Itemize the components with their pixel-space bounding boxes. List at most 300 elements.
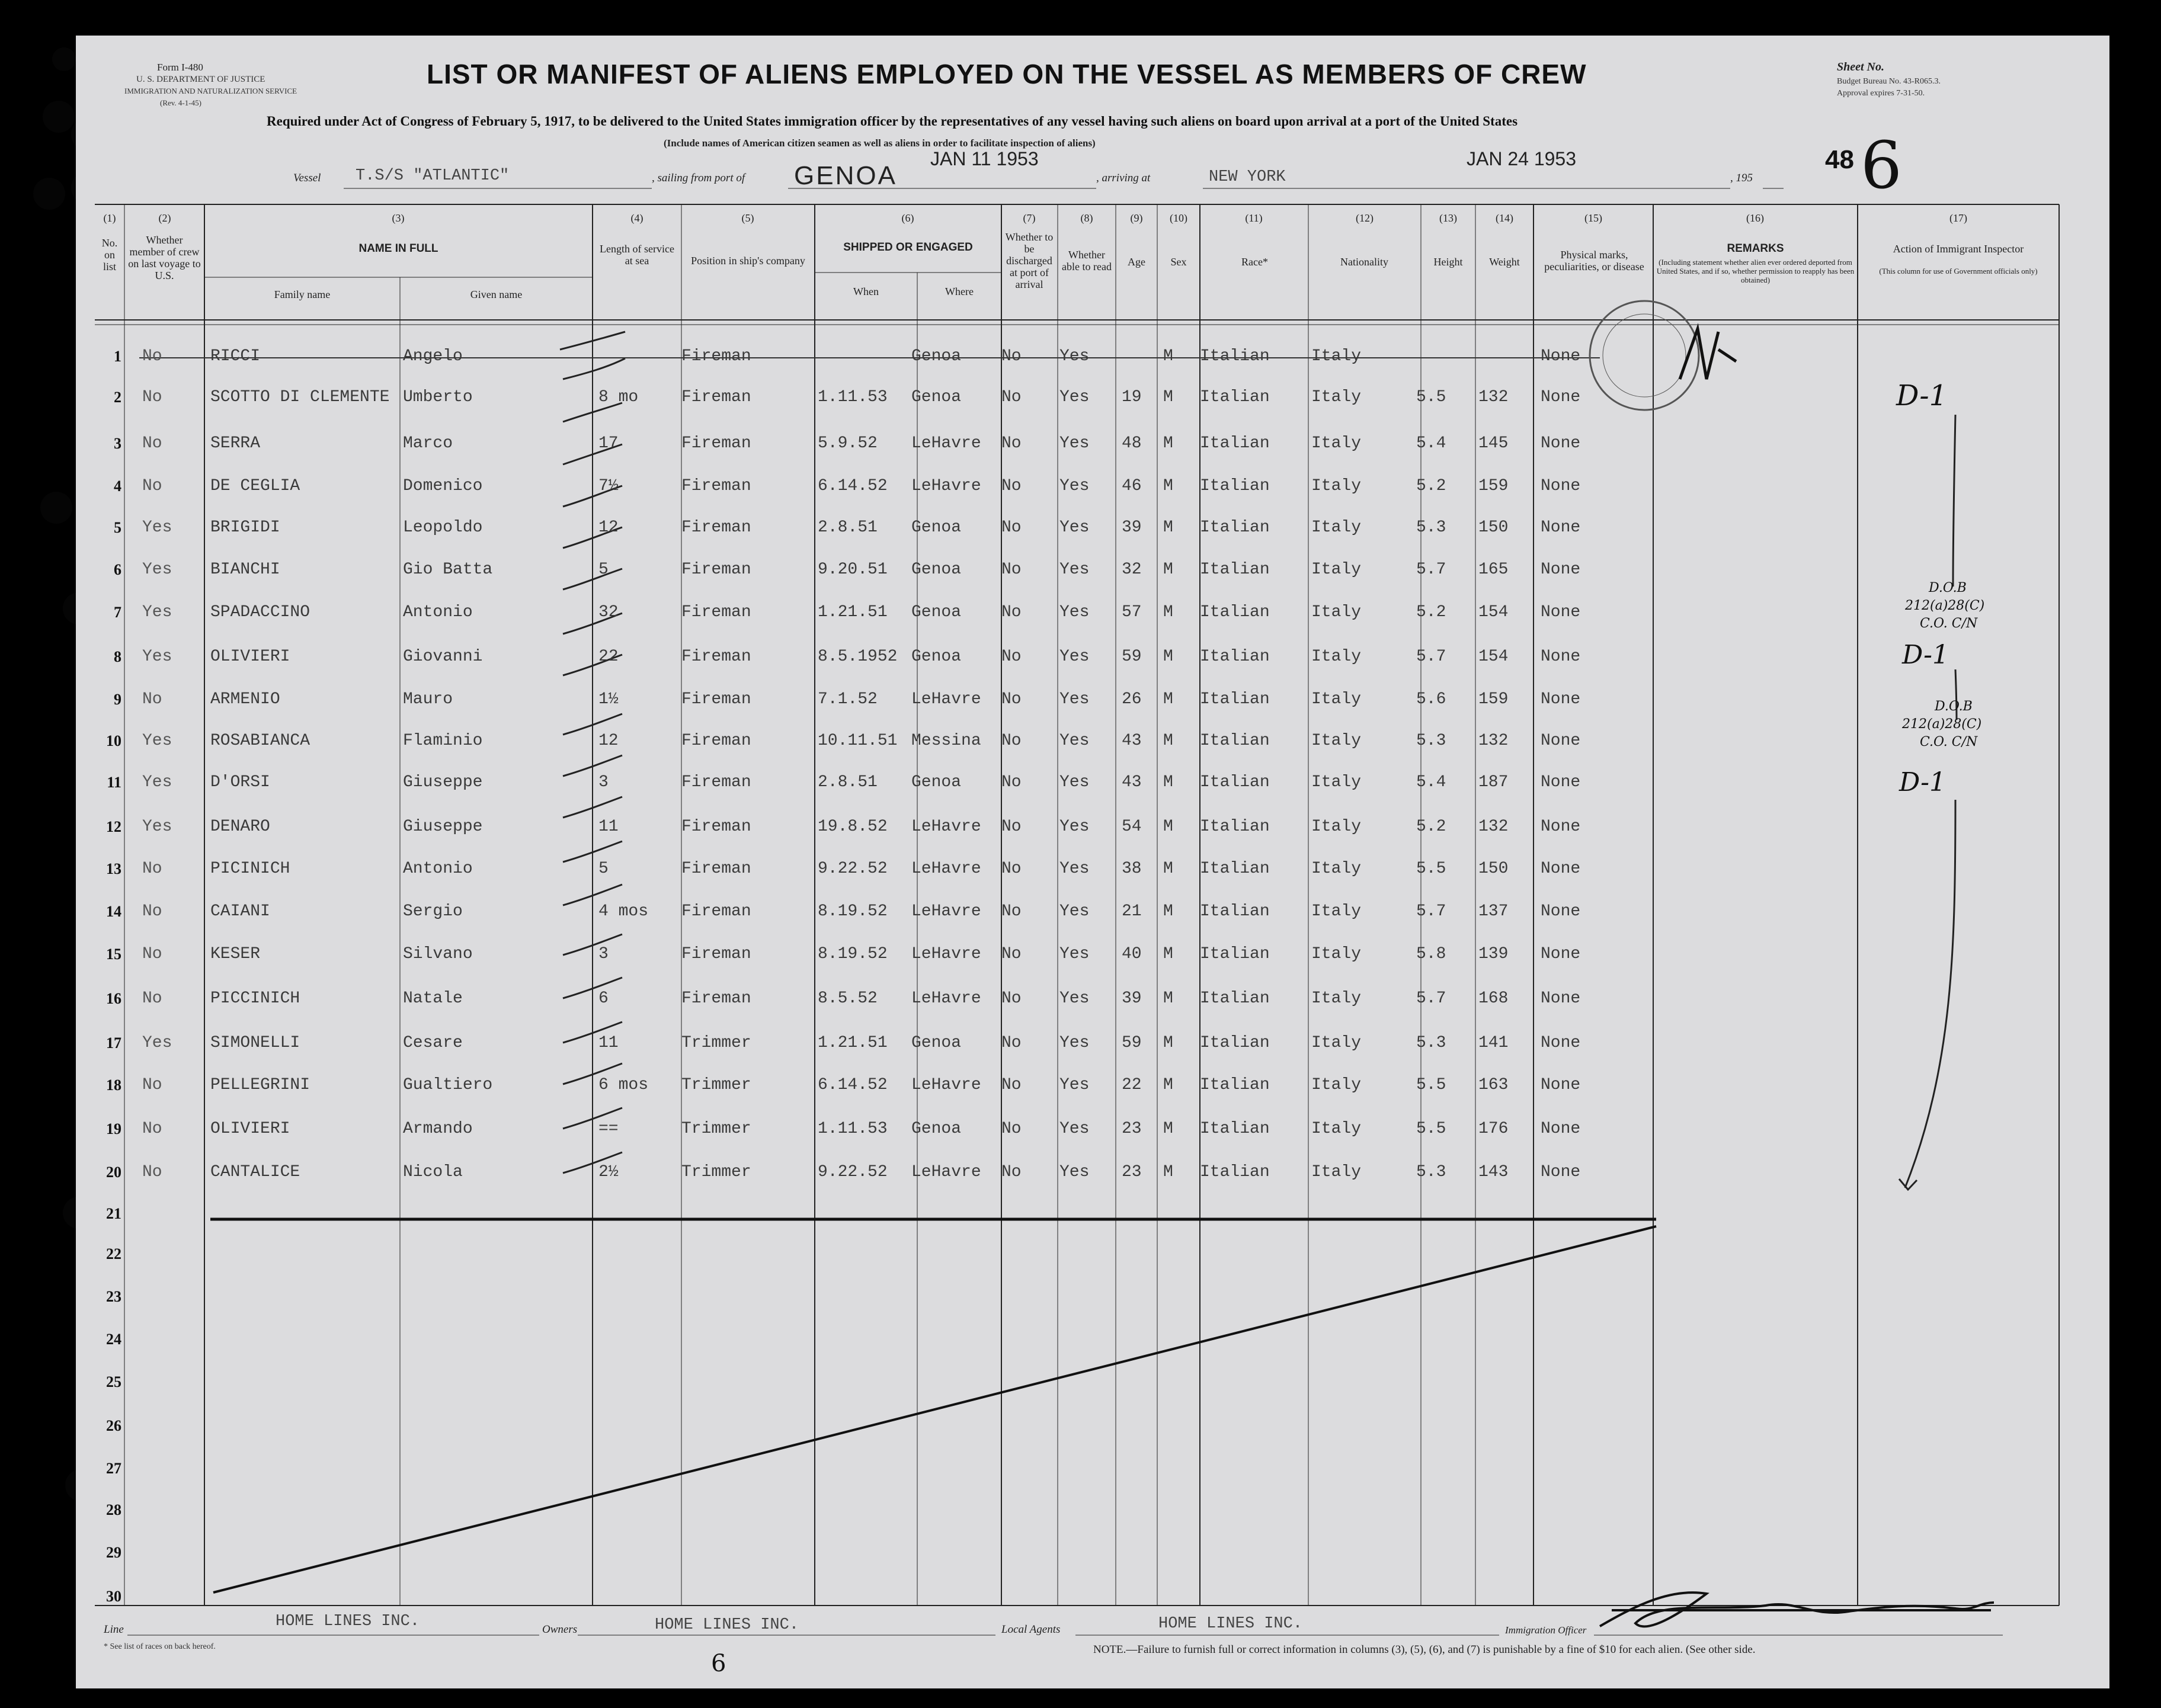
cell-prev: Yes xyxy=(142,648,172,666)
owners-label: Owners xyxy=(542,1623,578,1636)
cell-read: Yes xyxy=(1059,1120,1090,1138)
cell-family: BRIGIDI xyxy=(210,518,280,537)
cell-where: LeHavre xyxy=(911,477,981,495)
cell-nat: Italy xyxy=(1311,1076,1362,1094)
cell-where: Genoa xyxy=(911,648,962,666)
cell-marks: None xyxy=(1541,1034,1581,1052)
row-number: 3 xyxy=(114,435,121,452)
cell-read: Yes xyxy=(1059,732,1090,750)
arriving-label: , arriving at xyxy=(1096,172,1151,184)
cell-age: 19 xyxy=(1122,388,1142,406)
cell-prev: No xyxy=(142,434,162,453)
cell-when: 10.11.51 xyxy=(818,732,898,750)
cell-position: Fireman xyxy=(681,648,751,666)
column-number: (4) xyxy=(630,212,644,224)
cell-read: Yes xyxy=(1059,388,1090,406)
subtitle-note: (Include names of American citizen seamen as well as aliens in order to facilitate inspection of aliens) xyxy=(664,137,1096,149)
cell-height: 5.4 xyxy=(1416,773,1446,791)
cell-marks: None xyxy=(1541,518,1581,537)
cell-age: 57 xyxy=(1122,603,1142,621)
cell-when: 6.14.52 xyxy=(818,1076,888,1094)
cell-marks: None xyxy=(1541,648,1581,666)
cell-where: LeHavre xyxy=(911,860,981,878)
cell-disch: No xyxy=(1001,388,1022,406)
cell-prev: No xyxy=(142,902,162,921)
cell-service: == xyxy=(598,1120,619,1138)
cell-height: 5.7 xyxy=(1416,648,1446,666)
cell-weight: 187 xyxy=(1478,773,1509,791)
column-number: (11) xyxy=(1245,212,1263,224)
cell-given: Umberto xyxy=(403,388,473,406)
column-number: (12) xyxy=(1356,212,1374,224)
cell-weight: 143 xyxy=(1478,1163,1509,1181)
cell-race: Italian xyxy=(1200,945,1270,963)
cell-weight: 150 xyxy=(1478,518,1509,537)
cell-position: Trimmer xyxy=(681,1120,751,1138)
cell-sex: M xyxy=(1163,1163,1173,1181)
cell-disch: No xyxy=(1001,560,1022,579)
cell-when: 9.22.52 xyxy=(818,1163,888,1181)
row-number: 1 xyxy=(114,348,121,365)
penalty-note: NOTE.—Failure to furnish full or correct information in columns (3), (5), (6), and (7) is punishable by a fine of $10 for each alien. (See other side. xyxy=(1093,1643,1756,1656)
cell-family: CAIANI xyxy=(210,902,270,921)
row-number: 29 xyxy=(106,1544,121,1561)
cell-race: Italian xyxy=(1200,603,1270,621)
cell-disch: No xyxy=(1001,773,1022,791)
cell-sex: M xyxy=(1163,818,1173,836)
cell-height: 5.5 xyxy=(1416,1120,1446,1138)
cell-position: Fireman xyxy=(681,477,751,495)
cell-when: 6.14.52 xyxy=(818,477,888,495)
cell-family: SPADACCINO xyxy=(210,603,310,621)
cell-position: Fireman xyxy=(681,347,751,366)
cell-prev: No xyxy=(142,1163,162,1181)
cell-when: 8.5.52 xyxy=(818,989,878,1008)
cell-when: 2.8.51 xyxy=(818,773,878,791)
cell-disch: No xyxy=(1001,347,1022,366)
cell-service: 12 xyxy=(598,518,619,537)
cell-given: Nicola xyxy=(403,1163,463,1181)
subheader-family-name: Family name xyxy=(274,289,331,300)
column-header: SHIPPED OR ENGAGED xyxy=(843,241,973,254)
row-number: 27 xyxy=(106,1460,121,1477)
row-number: 12 xyxy=(106,818,121,835)
cell-prev: Yes xyxy=(142,560,172,579)
cell-sex: M xyxy=(1163,560,1173,579)
cell-when: 8.19.52 xyxy=(818,945,888,963)
row-number: 9 xyxy=(114,691,121,708)
cell-marks: None xyxy=(1541,477,1581,495)
cell-prev: Yes xyxy=(142,818,172,836)
cell-height: 5.7 xyxy=(1416,560,1446,579)
cell-nat: Italy xyxy=(1311,434,1362,453)
column-header: Sex xyxy=(1170,256,1187,268)
cell-age: 54 xyxy=(1122,818,1142,836)
cell-age: 43 xyxy=(1122,732,1142,750)
cell-given: Giuseppe xyxy=(403,818,483,836)
cell-position: Fireman xyxy=(681,603,751,621)
inspector-note: D.O.B xyxy=(1935,699,1973,714)
cell-height: 5.5 xyxy=(1416,388,1446,406)
cell-family: RICCI xyxy=(210,347,261,366)
cell-height: 5.5 xyxy=(1416,1076,1446,1094)
cell-race: Italian xyxy=(1200,1076,1270,1094)
cell-given: Antonio xyxy=(403,603,473,621)
cell-family: ARMENIO xyxy=(210,690,280,709)
cell-age: 23 xyxy=(1122,1120,1142,1138)
cell-weight: 150 xyxy=(1478,860,1509,878)
cell-disch: No xyxy=(1001,902,1022,921)
row-number: 5 xyxy=(114,519,121,536)
column-number: (5) xyxy=(741,212,754,224)
row-number: 28 xyxy=(106,1501,121,1518)
cell-nat: Italy xyxy=(1311,1120,1362,1138)
cell-where: Genoa xyxy=(911,388,962,406)
cell-disch: No xyxy=(1001,860,1022,878)
cell-nat: Italy xyxy=(1311,648,1362,666)
cell-sex: M xyxy=(1163,1034,1173,1052)
cell-when: 1.11.53 xyxy=(818,388,888,406)
cell-service: 11 xyxy=(598,1034,619,1052)
cell-position: Trimmer xyxy=(681,1034,751,1052)
cell-sex: M xyxy=(1163,518,1173,537)
cell-sex: M xyxy=(1163,773,1173,791)
cell-read: Yes xyxy=(1059,648,1090,666)
column-number: (16) xyxy=(1746,212,1764,224)
cell-given: Domenico xyxy=(403,477,483,495)
cell-given: Cesare xyxy=(403,1034,463,1052)
cell-family: PICINICH xyxy=(210,860,290,878)
cell-marks: None xyxy=(1541,690,1581,709)
cell-nat: Italy xyxy=(1311,818,1362,836)
column-number: (8) xyxy=(1080,212,1093,224)
row-number: 25 xyxy=(106,1373,121,1390)
cell-given: Armando xyxy=(403,1120,473,1138)
cell-sex: M xyxy=(1163,860,1173,878)
cell-where: LeHavre xyxy=(911,902,981,921)
cell-position: Fireman xyxy=(681,902,751,921)
department-label: U. S. DEPARTMENT OF JUSTICE xyxy=(136,75,265,84)
cell-given: Leopoldo xyxy=(403,518,483,537)
cell-where: Genoa xyxy=(911,773,962,791)
cell-read: Yes xyxy=(1059,1076,1090,1094)
cell-marks: None xyxy=(1541,560,1581,579)
cell-height: 5.7 xyxy=(1416,902,1446,921)
cell-when: 8.5.1952 xyxy=(818,648,898,666)
cell-sex: M xyxy=(1163,434,1173,453)
cell-service: 17 xyxy=(598,434,619,453)
cell-sex: M xyxy=(1163,1076,1173,1094)
cell-read: Yes xyxy=(1059,434,1090,453)
line-value: HOME LINES INC. xyxy=(276,1613,420,1630)
cell-prev: Yes xyxy=(142,518,172,537)
row-number: 24 xyxy=(106,1331,121,1348)
cell-height: 5.3 xyxy=(1416,1034,1446,1052)
cell-weight: 159 xyxy=(1478,477,1509,495)
cell-when: 9.22.52 xyxy=(818,860,888,878)
cell-race: Italian xyxy=(1200,989,1270,1008)
row-number: 8 xyxy=(114,648,121,665)
cell-weight: 168 xyxy=(1478,989,1509,1008)
cell-race: Italian xyxy=(1200,388,1270,406)
cell-height: 5.2 xyxy=(1416,477,1446,495)
cell-race: Italian xyxy=(1200,818,1270,836)
cell-position: Fireman xyxy=(681,989,751,1008)
row-number: 20 xyxy=(106,1164,121,1181)
cell-given: Natale xyxy=(403,989,463,1008)
cell-race: Italian xyxy=(1200,560,1270,579)
cell-weight: 163 xyxy=(1478,1076,1509,1094)
cell-weight: 159 xyxy=(1478,690,1509,709)
cell-race: Italian xyxy=(1200,1120,1270,1138)
races-note: * See list of races on back hereof. xyxy=(104,1642,216,1651)
row-number: 18 xyxy=(106,1076,121,1094)
column-header: Length of service at sea xyxy=(600,243,674,267)
column-header: Nationality xyxy=(1340,256,1388,268)
cell-nat: Italy xyxy=(1311,388,1362,406)
officer-label: Immigration Officer xyxy=(1505,1624,1587,1636)
cell-where: Messina xyxy=(911,732,981,750)
row-number: 15 xyxy=(106,946,121,963)
cell-position: Fireman xyxy=(681,818,751,836)
cell-read: Yes xyxy=(1059,773,1090,791)
cell-sex: M xyxy=(1163,477,1173,495)
cell-disch: No xyxy=(1001,818,1022,836)
cell-disch: No xyxy=(1001,1163,1022,1181)
cell-disch: No xyxy=(1001,989,1022,1008)
cell-marks: None xyxy=(1541,388,1581,406)
cell-read: Yes xyxy=(1059,902,1090,921)
cell-given: Gualtiero xyxy=(403,1076,493,1094)
cell-weight: 145 xyxy=(1478,434,1509,453)
cell-family: KESER xyxy=(210,945,261,963)
cell-nat: Italy xyxy=(1311,1034,1362,1052)
cell-disch: No xyxy=(1001,603,1022,621)
cell-prev: Yes xyxy=(142,732,172,750)
cell-disch: No xyxy=(1001,648,1022,666)
cell-nat: Italy xyxy=(1311,603,1362,621)
cell-position: Fireman xyxy=(681,518,751,537)
cell-disch: No xyxy=(1001,477,1022,495)
cell-where: LeHavre xyxy=(911,1163,981,1181)
column-number: (9) xyxy=(1130,212,1143,224)
cell-service: 2½ xyxy=(598,1163,619,1181)
row-number: 6 xyxy=(114,561,121,578)
cell-age: 32 xyxy=(1122,560,1142,579)
cell-family: D'ORSI xyxy=(210,773,270,791)
cell-service: 5 xyxy=(598,560,609,579)
cell-service: 6 xyxy=(598,989,609,1008)
cell-given: Gio Batta xyxy=(403,560,493,579)
column-header: Whether able to read xyxy=(1062,249,1112,273)
cell-read: Yes xyxy=(1059,1034,1090,1052)
cell-when: 1.11.53 xyxy=(818,1120,888,1138)
cell-weight: 154 xyxy=(1478,603,1509,621)
cell-where: Genoa xyxy=(911,518,962,537)
cell-sex: M xyxy=(1163,648,1173,666)
page-title: LIST OR MANIFEST OF ALIENS EMPLOYED ON THE VESSEL AS MEMBERS OF CREW xyxy=(427,59,1587,89)
cell-marks: None xyxy=(1541,989,1581,1008)
cell-given: Antonio xyxy=(403,860,473,878)
cell-where: Genoa xyxy=(911,347,962,366)
cell-service: 12 xyxy=(598,732,619,750)
column-header: Action of Immigrant Inspector xyxy=(1893,243,2024,255)
cell-where: LeHavre xyxy=(911,989,981,1008)
cell-position: Trimmer xyxy=(681,1076,751,1094)
cell-family: PELLEGRINI xyxy=(210,1076,310,1094)
cell-service: 22 xyxy=(598,648,619,666)
cell-prev: Yes xyxy=(142,773,172,791)
cell-nat: Italy xyxy=(1311,477,1362,495)
cell-where: Genoa xyxy=(911,560,962,579)
cell-service: 5 xyxy=(598,860,609,878)
cell-height: 5.3 xyxy=(1416,1163,1446,1181)
row-number: 10 xyxy=(106,732,121,749)
subheader-where: Where xyxy=(945,286,974,297)
cell-when: 1.21.51 xyxy=(818,603,888,621)
cell-disch: No xyxy=(1001,732,1022,750)
column-header: Position in ship's company xyxy=(691,255,805,267)
column-header: No. on list xyxy=(101,237,118,273)
cell-where: LeHavre xyxy=(911,945,981,963)
cell-prev: No xyxy=(142,860,162,878)
cell-age: 22 xyxy=(1122,1076,1142,1094)
cell-sex: M xyxy=(1163,388,1173,406)
cell-height: 5.8 xyxy=(1416,945,1446,963)
cell-given: Angelo xyxy=(403,347,463,366)
cell-read: Yes xyxy=(1059,690,1090,709)
row-number: 4 xyxy=(114,478,121,495)
cell-given: Giovanni xyxy=(403,648,483,666)
cell-disch: No xyxy=(1001,434,1022,453)
inspector-note: C.O. C/N xyxy=(1920,616,1978,631)
cell-race: Italian xyxy=(1200,773,1270,791)
cell-family: BIANCHI xyxy=(210,560,280,579)
cell-read: Yes xyxy=(1059,945,1090,963)
sailing-label: , sailing from port of xyxy=(652,172,745,184)
cell-race: Italian xyxy=(1200,902,1270,921)
cell-when: 7.1.52 xyxy=(818,690,878,709)
agents-value: HOME LINES INC. xyxy=(1158,1615,1303,1633)
cell-age: 48 xyxy=(1122,434,1142,453)
cell-position: Fireman xyxy=(681,773,751,791)
cell-family: PICCINICH xyxy=(210,989,300,1008)
cell-age: 38 xyxy=(1122,860,1142,878)
cell-age: 23 xyxy=(1122,1163,1142,1181)
cell-read: Yes xyxy=(1059,347,1090,366)
cell-age: 21 xyxy=(1122,902,1142,921)
cell-position: Trimmer xyxy=(681,1163,751,1181)
cell-read: Yes xyxy=(1059,603,1090,621)
row-number: 17 xyxy=(106,1034,121,1052)
cell-family: SERRA xyxy=(210,434,261,453)
cell-service: 32 xyxy=(598,603,619,621)
cell-when: 1.21.51 xyxy=(818,1034,888,1052)
cell-sex: M xyxy=(1163,603,1173,621)
cell-given: Silvano xyxy=(403,945,473,963)
cell-position: Fireman xyxy=(681,860,751,878)
cell-nat: Italy xyxy=(1311,989,1362,1008)
cell-service: 3 xyxy=(598,773,609,791)
cell-disch: No xyxy=(1001,1076,1022,1094)
vessel-label: Vessel xyxy=(293,172,321,184)
cell-prev: Yes xyxy=(142,1034,172,1052)
cell-when: 2.8.51 xyxy=(818,518,878,537)
inspector-note: 212(a)28(C) xyxy=(1902,717,1982,732)
cell-height: 5.6 xyxy=(1416,690,1446,709)
column-header: Physical marks, peculiarities, or disease xyxy=(1544,249,1644,273)
cell-nat: Italy xyxy=(1311,945,1362,963)
cell-disch: No xyxy=(1001,518,1022,537)
column-number: (15) xyxy=(1584,212,1602,224)
row-number: 30 xyxy=(106,1588,121,1605)
cell-weight: 154 xyxy=(1478,648,1509,666)
cell-prev: No xyxy=(142,690,162,709)
cell-weight: 132 xyxy=(1478,818,1509,836)
column-header: Race* xyxy=(1241,256,1268,268)
cell-race: Italian xyxy=(1200,690,1270,709)
cell-service: 6 mos xyxy=(598,1076,649,1094)
column-header: NAME IN FULL xyxy=(358,242,438,255)
cell-age: 59 xyxy=(1122,648,1142,666)
cell-height: 5.4 xyxy=(1416,434,1446,453)
cell-marks: None xyxy=(1541,1120,1581,1138)
cell-race: Italian xyxy=(1200,1034,1270,1052)
cell-sex: M xyxy=(1163,989,1173,1008)
cell-marks: None xyxy=(1541,1076,1581,1094)
cell-sex: M xyxy=(1163,945,1173,963)
column-header: Whether member of crew on last voyage to U.S. xyxy=(128,234,201,281)
inspector-note: (This column for use of Government officials only) xyxy=(1879,267,2038,275)
cell-race: Italian xyxy=(1200,648,1270,666)
cell-service: 3 xyxy=(598,945,609,963)
cell-nat: Italy xyxy=(1311,860,1362,878)
cell-given: Marco xyxy=(403,434,453,453)
form-number: Form I-480 xyxy=(157,62,203,73)
cell-age: 46 xyxy=(1122,477,1142,495)
cell-weight: 132 xyxy=(1478,732,1509,750)
cell-when: 9.20.51 xyxy=(818,560,888,579)
subheader-when: When xyxy=(853,286,879,297)
cell-read: Yes xyxy=(1059,1163,1090,1181)
column-header: Age xyxy=(1128,256,1145,268)
cell-nat: Italy xyxy=(1311,690,1362,709)
subtitle: Required under Act of Congress of February 5, 1917, to be delivered to the United States immigration officer by the representatives of any vessel having such aliens on board upon arrival at a port of the United States xyxy=(267,114,1518,129)
cell-sex: M xyxy=(1163,732,1173,750)
cell-age: 40 xyxy=(1122,945,1142,963)
cell-marks: None xyxy=(1541,1163,1581,1181)
cell-marks: None xyxy=(1541,818,1581,836)
vessel-name: T.S/S "ATLANTIC" xyxy=(356,167,510,185)
cell-prev: No xyxy=(142,347,162,366)
cell-service: 8 mo xyxy=(598,388,639,406)
cell-weight: 141 xyxy=(1478,1034,1509,1052)
cell-nat: Italy xyxy=(1311,560,1362,579)
cell-service: 11 xyxy=(598,818,619,836)
sailing-date-stamp: JAN 11 1953 xyxy=(930,148,1039,169)
column-header: Weight xyxy=(1489,256,1520,268)
column-header: Height xyxy=(1433,256,1463,268)
cell-where: LeHavre xyxy=(911,690,981,709)
service-label: IMMIGRATION AND NATURALIZATION SERVICE xyxy=(124,86,297,95)
cell-age: 59 xyxy=(1122,1034,1142,1052)
remarks-note: (Including statement whether alien ever ordered deported from United States, and if so, whether permission to reapply has been obtained) xyxy=(1656,258,1855,284)
cell-family: DENARO xyxy=(210,818,270,836)
cell-where: LeHavre xyxy=(911,818,981,836)
cell-height: 5.5 xyxy=(1416,860,1446,878)
subheader-given-name: Given name xyxy=(470,289,523,300)
year-label: , 195 xyxy=(1730,172,1753,184)
